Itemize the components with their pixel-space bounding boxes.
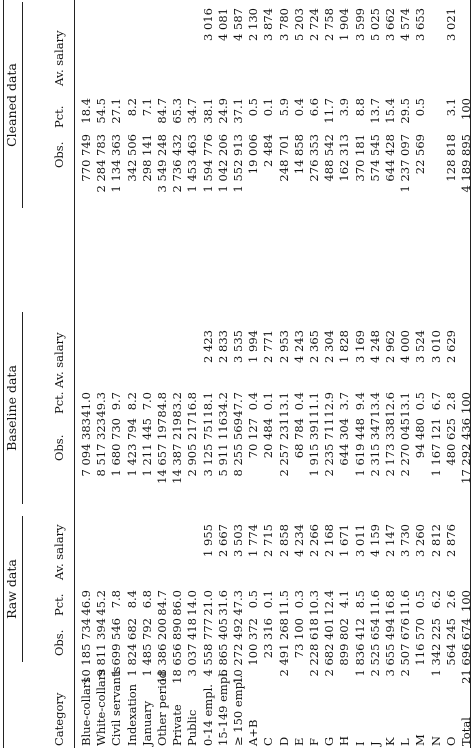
category-cell: D <box>276 736 291 746</box>
baseline-obs-header: Obs. <box>52 434 66 461</box>
baseline-obs-cell: 3 125 751 <box>200 418 215 477</box>
raw-obs-cell: 21 696 674 <box>459 618 473 684</box>
category-cell: H <box>337 735 352 746</box>
raw-obs-cell: 1 836 412 <box>352 618 367 677</box>
baseline-pct-cell: 0.1 <box>261 392 276 411</box>
group-header-raw: Raw data <box>4 559 19 619</box>
cleaned-obs-cell: 770 749 <box>79 134 93 182</box>
baseline-obs-cell: 1 211 445 <box>139 418 154 477</box>
category-cell: 0-14 empl. <box>200 684 215 746</box>
cleaned-obs-cell: 1 552 913 <box>231 134 245 193</box>
raw-pct-cell: 84.7 <box>155 590 169 616</box>
cleaned-pct-cell: 27.1 <box>109 98 124 124</box>
cleaned-obs-cell: 276 353 <box>307 134 321 182</box>
raw-obs-cell: 2 228 618 <box>307 618 321 677</box>
cleaned-salary-header: Av. salary <box>52 30 66 86</box>
cleaned-pct-cell: 100 <box>459 98 473 120</box>
raw-pct-header: Pct. <box>52 593 66 616</box>
raw-obs-header: Obs. <box>52 629 66 656</box>
raw-salary-cell: 3 260 <box>413 524 428 557</box>
category-cell: C <box>261 737 276 746</box>
cleaned-salary-cell: 3 780 <box>276 8 291 41</box>
baseline-obs-cell: 1 915 391 <box>307 418 321 477</box>
cleaned-salary-cell: 2 724 <box>307 8 321 41</box>
cleaned-pct-cell: 0.4 <box>291 98 306 117</box>
raw-salary-cell: 1 671 <box>337 524 352 557</box>
cleaned-obs-cell: 644 428 <box>383 134 397 182</box>
cleaned-pct-cell: 6.6 <box>307 98 321 117</box>
cleaned-salary-cell: 5 203 <box>291 8 306 41</box>
raw-pct-cell: 14.0 <box>185 590 200 616</box>
cleaned-obs-header: Obs. <box>52 141 66 168</box>
category-cell: Civil servants <box>109 666 124 746</box>
category-cell: I <box>352 741 367 746</box>
cleaned-pct-cell: 18.4 <box>79 98 93 124</box>
cleaned-pct-cell: 54.5 <box>94 98 109 124</box>
category-cell: O <box>443 736 458 746</box>
cleaned-pct-cell: 3.9 <box>337 98 352 117</box>
group-rule-baseline <box>22 312 23 504</box>
baseline-pct-cell: 13.1 <box>276 392 291 418</box>
baseline-obs-cell: 2 315 347 <box>367 418 382 477</box>
cleaned-pct-cell: 0.5 <box>413 98 428 117</box>
cleaned-obs-cell: 2 284 783 <box>94 134 109 193</box>
baseline-obs-cell: 68 784 <box>291 418 306 459</box>
category-cell: Public <box>185 709 200 746</box>
cleaned-obs-cell: 4 189 895 <box>459 134 473 193</box>
cleaned-pct-cell: 84.7 <box>155 98 169 124</box>
cleaned-pct-cell: 3.1 <box>443 98 458 117</box>
raw-obs-cell: 1 824 682 <box>124 618 139 677</box>
baseline-obs-cell: 1 680 730 <box>109 418 124 477</box>
cleaned-pct-cell: 11.7 <box>322 98 337 124</box>
cleaned-salary-cell: 2 130 <box>246 8 261 41</box>
baseline-pct-cell: 0.4 <box>291 392 306 411</box>
cleaned-obs-cell: 298 141 <box>139 134 154 182</box>
baseline-salary-cell: 3 169 <box>352 330 367 363</box>
raw-pct-cell: 0.5 <box>413 590 428 609</box>
cleaned-pct-cell: 65.3 <box>170 98 185 124</box>
group-rule-raw <box>22 516 23 662</box>
raw-obs-cell: 1 485 792 <box>139 618 154 677</box>
baseline-salary-cell: 2 962 <box>383 330 397 363</box>
baseline-obs-cell: 20 484 <box>261 418 276 459</box>
header-rule <box>74 0 75 748</box>
cleaned-obs-cell: 14 858 <box>291 134 306 175</box>
cleaned-salary-cell: 3 874 <box>261 8 276 41</box>
baseline-salary-cell: 1 994 <box>246 330 261 363</box>
baseline-pct-cell: 12.6 <box>383 392 397 418</box>
cleaned-pct-cell: 15.4 <box>383 98 397 124</box>
baseline-salary-header: Av. salary <box>52 332 66 388</box>
raw-obs-cell: 116 570 <box>413 618 428 666</box>
raw-salary-cell: 4 234 <box>291 524 306 557</box>
baseline-pct-cell: 13.1 <box>398 392 413 418</box>
category-cell: January <box>139 700 154 746</box>
baseline-pct-cell: 41.0 <box>79 392 93 418</box>
baseline-salary-cell: 3 524 <box>413 330 428 363</box>
cleaned-pct-cell: 8.2 <box>124 98 139 117</box>
baseline-obs-cell: 8 517 323 <box>94 418 109 477</box>
raw-pct-cell: 11.6 <box>367 590 382 616</box>
baseline-pct-cell: 13.4 <box>367 392 382 418</box>
baseline-salary-cell: 4 000 <box>398 330 413 363</box>
baseline-obs-cell: 1 619 448 <box>352 418 367 477</box>
baseline-obs-cell: 1 423 794 <box>124 418 139 477</box>
cleaned-obs-cell: 370 181 <box>352 134 367 182</box>
cleaned-pct-cell: 37.1 <box>231 98 245 124</box>
cleaned-pct-cell: 7.1 <box>139 98 154 117</box>
baseline-pct-cell: 49.3 <box>94 392 109 418</box>
category-cell: M <box>413 734 428 746</box>
raw-pct-cell: 46.9 <box>79 590 93 616</box>
raw-obs-cell: 4 558 777 <box>200 618 215 677</box>
raw-pct-cell: 47.3 <box>231 590 245 616</box>
raw-pct-cell: 6.8 <box>139 590 154 609</box>
raw-pct-cell: 0.1 <box>261 590 276 609</box>
raw-pct-cell: 11.6 <box>398 590 413 616</box>
baseline-salary-cell: 2 365 <box>307 330 321 363</box>
baseline-salary-cell: 2 953 <box>276 330 291 363</box>
cleaned-pct-header: Pct. <box>52 105 66 128</box>
raw-obs-cell: 18 656 890 <box>170 618 185 684</box>
raw-pct-cell: 4.1 <box>337 590 352 609</box>
raw-obs-cell: 18 386 200 <box>155 618 169 684</box>
baseline-salary-cell: 2 423 <box>200 330 215 363</box>
cleaned-obs-cell: 488 542 <box>322 134 337 182</box>
category-cell: F <box>307 738 321 746</box>
raw-salary-cell: 2 168 <box>322 524 337 557</box>
category-cell: J <box>367 741 382 746</box>
raw-obs-cell: 3 037 418 <box>185 618 200 677</box>
cleaned-pct-cell: 38.1 <box>200 98 215 124</box>
raw-salary-cell: 2 266 <box>307 524 321 557</box>
raw-obs-cell: 73 100 <box>291 618 306 659</box>
raw-obs-cell: 10 185 734 <box>79 618 93 684</box>
cleaned-obs-cell: 342 506 <box>124 134 139 182</box>
raw-pct-cell: 31.6 <box>215 590 230 616</box>
cleaned-salary-cell: 1 904 <box>337 8 352 41</box>
baseline-salary-cell: 1 828 <box>337 330 352 363</box>
raw-pct-cell: 10.3 <box>307 590 321 616</box>
raw-pct-cell: 45.2 <box>94 590 109 616</box>
baseline-obs-cell: 14 657 197 <box>155 418 169 484</box>
category-cell: A+B <box>246 719 261 746</box>
raw-obs-cell: 1 342 225 <box>428 618 443 677</box>
cleaned-salary-cell: 2 758 <box>322 8 337 41</box>
category-cell: 15-149 empl. <box>215 669 230 746</box>
cleaned-pct-cell: 0.5 <box>246 98 261 117</box>
baseline-obs-cell: 17 292 436 <box>459 418 473 484</box>
group-header-baseline: Baseline data <box>4 365 19 451</box>
cleaned-pct-cell: 29.5 <box>398 98 413 124</box>
raw-salary-cell: 2 812 <box>428 524 443 557</box>
cleaned-obs-cell: 128 818 <box>443 134 458 182</box>
category-header: Category <box>52 692 66 746</box>
raw-salary-cell: 4 159 <box>367 524 382 557</box>
cleaned-salary-cell: 3 016 <box>200 8 215 41</box>
baseline-obs-cell: 2 257 231 <box>276 418 291 477</box>
group-header-cleaned: Cleaned data <box>4 63 19 147</box>
cleaned-pct-cell: 13.7 <box>367 98 382 124</box>
baseline-obs-cell: 2 905 217 <box>185 418 200 477</box>
baseline-pct-cell: 6.7 <box>428 392 443 411</box>
raw-salary-cell: 2 147 <box>383 524 397 557</box>
raw-salary-cell: 3 011 <box>352 524 367 557</box>
raw-pct-cell: 7.8 <box>109 590 124 609</box>
cleaned-obs-cell: 1 594 776 <box>200 134 215 193</box>
baseline-salary-cell: 2 833 <box>215 330 230 363</box>
baseline-salary-cell: 2 771 <box>261 330 276 363</box>
baseline-pct-cell: 9.7 <box>109 392 124 411</box>
cleaned-salary-cell: 5 025 <box>367 8 382 41</box>
baseline-pct-cell: 16.8 <box>185 392 200 418</box>
baseline-pct-cell: 7.0 <box>139 392 154 411</box>
cleaned-obs-cell: 162 313 <box>337 134 352 182</box>
baseline-pct-cell: 84.8 <box>155 392 169 418</box>
raw-pct-cell: 12.4 <box>322 590 337 616</box>
baseline-pct-cell: 2.8 <box>443 392 458 411</box>
baseline-salary-cell: 3 010 <box>428 330 443 363</box>
raw-obs-cell: 2 491 268 <box>276 618 291 677</box>
raw-salary-cell: 2 858 <box>276 524 291 557</box>
cleaned-obs-cell: 248 701 <box>276 134 291 182</box>
cleaned-obs-cell: 22 569 <box>413 134 428 175</box>
baseline-obs-cell: 2 173 338 <box>383 418 397 477</box>
category-cell: K <box>383 737 397 746</box>
raw-pct-cell: 8.5 <box>352 590 367 609</box>
raw-obs-cell: 1 699 546 <box>109 618 124 677</box>
baseline-salary-cell: 2 629 <box>443 330 458 363</box>
baseline-pct-cell: 0.4 <box>246 392 261 411</box>
cleaned-salary-cell: 4 587 <box>231 8 245 41</box>
category-cell: Private <box>170 704 185 746</box>
baseline-pct-cell: 83.2 <box>170 392 185 418</box>
baseline-obs-cell: 2 270 045 <box>398 418 413 477</box>
category-cell: E <box>291 737 306 746</box>
baseline-pct-cell: 12.9 <box>322 392 337 418</box>
baseline-pct-cell: 34.2 <box>215 392 230 418</box>
category-cell: ≥ 150 empl. <box>231 674 245 746</box>
cleaned-pct-cell: 5.9 <box>276 98 291 117</box>
baseline-obs-cell: 480 625 <box>443 418 458 466</box>
cleaned-obs-cell: 1 134 363 <box>109 134 124 193</box>
raw-salary-cell: 3 503 <box>231 524 245 557</box>
raw-salary-cell: 2 715 <box>261 524 276 557</box>
raw-pct-cell: 21.0 <box>200 590 215 616</box>
category-cell: White-collars <box>94 668 109 746</box>
raw-obs-cell: 10 272 492 <box>231 618 245 684</box>
baseline-salary-cell: 4 243 <box>291 330 306 363</box>
category-cell: Total <box>459 717 473 746</box>
cleaned-obs-cell: 1 453 463 <box>185 134 200 193</box>
table-row <box>456 0 474 748</box>
cleaned-salary-cell: 3 662 <box>383 8 397 41</box>
baseline-obs-cell: 94 480 <box>413 418 428 459</box>
category-cell: L <box>398 738 413 746</box>
group-rule-cleaned <box>22 2 23 208</box>
baseline-pct-cell: 100 <box>459 392 473 414</box>
cleaned-salary-cell: 3 653 <box>413 8 428 41</box>
category-cell: N <box>428 735 443 746</box>
raw-pct-cell: 2.6 <box>443 590 458 609</box>
raw-salary-cell: 3 730 <box>398 524 413 557</box>
raw-obs-cell: 100 372 <box>246 618 261 666</box>
cleaned-salary-cell: 4 081 <box>215 8 230 41</box>
cleaned-salary-cell: 3 021 <box>443 8 458 41</box>
cleaned-obs-cell: 19 006 <box>246 134 261 175</box>
baseline-pct-cell: 47.7 <box>231 392 245 418</box>
baseline-obs-cell: 644 304 <box>337 418 352 466</box>
category-cell: G <box>322 736 337 746</box>
cleaned-salary-cell: 4 574 <box>398 8 413 41</box>
raw-pct-cell: 0.5 <box>246 590 261 609</box>
baseline-obs-cell: 70 127 <box>246 418 261 459</box>
baseline-pct-header: Pct. <box>52 391 66 414</box>
baseline-salary-cell: 2 304 <box>322 330 337 363</box>
raw-obs-cell: 899 802 <box>337 618 352 666</box>
baseline-pct-cell: 3.7 <box>337 392 352 411</box>
baseline-salary-cell: 3 535 <box>231 330 245 363</box>
cleaned-obs-cell: 574 545 <box>367 134 382 182</box>
raw-pct-cell: 6.2 <box>428 590 443 609</box>
baseline-pct-cell: 11.1 <box>307 392 321 418</box>
cleaned-pct-cell: 8.8 <box>352 98 367 117</box>
baseline-pct-cell: 8.2 <box>124 392 139 411</box>
baseline-obs-cell: 1 167 121 <box>428 418 443 477</box>
raw-obs-cell: 3 655 494 <box>383 618 397 677</box>
cleaned-pct-cell: 0.1 <box>261 98 276 117</box>
cleaned-obs-cell: 3 549 248 <box>155 134 169 193</box>
raw-pct-cell: 86.0 <box>170 590 185 616</box>
raw-pct-cell: 8.4 <box>124 590 139 609</box>
raw-pct-cell: 0.3 <box>291 590 306 609</box>
baseline-obs-cell: 5 911 116 <box>215 418 230 477</box>
cleaned-obs-cell: 2 484 <box>261 134 276 167</box>
category-cell: Other period <box>155 670 169 746</box>
raw-salary-header: Av. salary <box>52 524 66 580</box>
raw-obs-cell: 564 245 <box>443 618 458 666</box>
raw-salary-cell: 2 876 <box>443 524 458 557</box>
category-cell: Indexation <box>124 683 139 746</box>
raw-obs-cell: 2 507 676 <box>398 618 413 677</box>
cleaned-obs-cell: 1 042 206 <box>215 134 230 193</box>
raw-obs-cell: 2 682 401 <box>322 618 337 677</box>
baseline-salary-cell: 4 248 <box>367 330 382 363</box>
cleaned-pct-cell: 34.7 <box>185 98 200 124</box>
cleaned-pct-cell: 24.9 <box>215 98 230 124</box>
baseline-pct-cell: 18.1 <box>200 392 215 418</box>
baseline-obs-cell: 8 255 569 <box>231 418 245 477</box>
raw-salary-cell: 1 955 <box>200 524 215 557</box>
raw-pct-cell: 11.5 <box>276 590 291 616</box>
raw-pct-cell: 100 <box>459 590 473 612</box>
baseline-pct-cell: 9.4 <box>352 392 367 411</box>
baseline-obs-cell: 14 387 219 <box>170 418 185 484</box>
raw-obs-cell: 23 316 <box>261 618 276 659</box>
baseline-pct-cell: 0.5 <box>413 392 428 411</box>
raw-obs-cell: 9 811 394 <box>94 618 109 677</box>
raw-salary-cell: 1 774 <box>246 524 261 557</box>
baseline-obs-cell: 7 094 383 <box>79 418 93 477</box>
raw-salary-cell: 2 667 <box>215 524 230 557</box>
cleaned-obs-cell: 1 237 097 <box>398 134 413 193</box>
category-cell: Blue-collars <box>79 676 93 746</box>
cleaned-salary-cell: 3 599 <box>352 8 367 41</box>
raw-obs-cell: 6 865 405 <box>215 618 230 677</box>
raw-pct-cell: 16.8 <box>383 590 397 616</box>
raw-obs-cell: 2 525 654 <box>367 618 382 677</box>
cleaned-obs-cell: 2 736 432 <box>170 134 185 193</box>
baseline-obs-cell: 2 235 711 <box>322 418 337 477</box>
